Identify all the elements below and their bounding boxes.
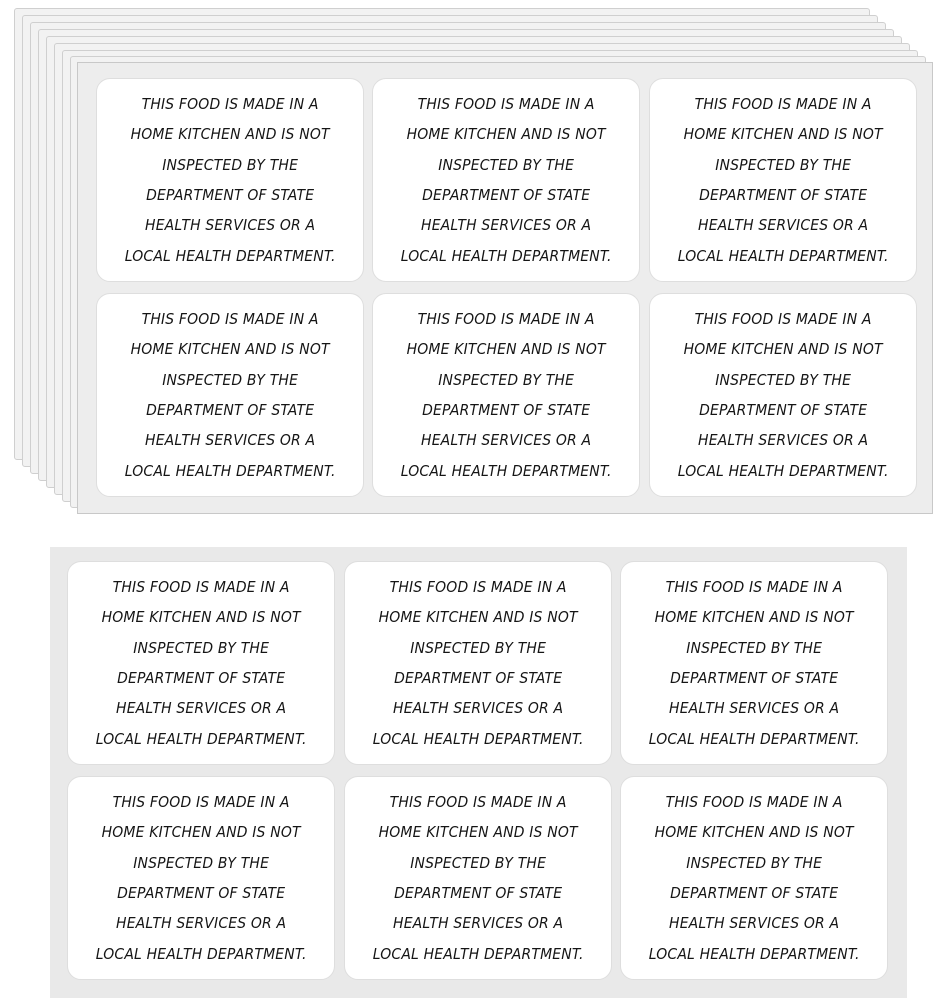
sticker-sheet-top (77, 62, 933, 514)
sticker-label-text: THIS FOOD IS MADE IN A HOME KITCHEN AND IS NOT INSPECTED BY THE DEPARTMENT OF STATE HEALTH SERVICES OR A LOCAL HEALTH DEPARTMENT. (677, 309, 889, 480)
sticker-label-text: THIS FOOD IS MADE IN A HOME KITCHEN AND IS NOT INSPECTED BY THE DEPARTMENT OF STATE HEALTH SERVICES OR A LOCAL HEALTH DEPARTMENT. (648, 792, 860, 963)
sticker-label (67, 561, 335, 765)
sticker-label-text: THIS FOOD IS MADE IN A HOME KITCHEN AND IS NOT INSPECTED BY THE DEPARTMENT OF STATE HEALTH SERVICES OR A LOCAL HEALTH DEPARTMENT. (648, 577, 860, 748)
sticker-label (96, 293, 364, 497)
sticker-label (67, 776, 335, 980)
sticker-label (344, 776, 612, 980)
sticker-label (649, 78, 917, 282)
sticker-label-text: THIS FOOD IS MADE IN A HOME KITCHEN AND IS NOT INSPECTED BY THE DEPARTMENT OF STATE HEALTH SERVICES OR A LOCAL HEALTH DEPARTMENT. (372, 577, 584, 748)
sticker-label (649, 293, 917, 497)
sticker-label (620, 561, 888, 765)
sticker-label (620, 776, 888, 980)
sticker-label (372, 78, 640, 282)
sticker-sheet-bottom (50, 547, 907, 998)
sticker-label-text: THIS FOOD IS MADE IN A HOME KITCHEN AND IS NOT INSPECTED BY THE DEPARTMENT OF STATE HEALTH SERVICES OR A LOCAL HEALTH DEPARTMENT. (95, 577, 307, 748)
sticker-label-text: THIS FOOD IS MADE IN A HOME KITCHEN AND IS NOT INSPECTED BY THE DEPARTMENT OF STATE HEALTH SERVICES OR A LOCAL HEALTH DEPARTMENT. (95, 792, 307, 963)
sticker-label-text: THIS FOOD IS MADE IN A HOME KITCHEN AND IS NOT INSPECTED BY THE DEPARTMENT OF STATE HEALTH SERVICES OR A LOCAL HEALTH DEPARTMENT. (400, 94, 612, 265)
sticker-label-text: THIS FOOD IS MADE IN A HOME KITCHEN AND IS NOT INSPECTED BY THE DEPARTMENT OF STATE HEALTH SERVICES OR A LOCAL HEALTH DEPARTMENT. (677, 94, 889, 265)
sticker-label (372, 293, 640, 497)
sticker-label-text: THIS FOOD IS MADE IN A HOME KITCHEN AND IS NOT INSPECTED BY THE DEPARTMENT OF STATE HEALTH SERVICES OR A LOCAL HEALTH DEPARTMENT. (124, 309, 336, 480)
sticker-label-text: THIS FOOD IS MADE IN A HOME KITCHEN AND IS NOT INSPECTED BY THE DEPARTMENT OF STATE HEALTH SERVICES OR A LOCAL HEALTH DEPARTMENT. (372, 792, 584, 963)
sticker-label (96, 78, 364, 282)
sticker-label (344, 561, 612, 765)
sticker-label-text: THIS FOOD IS MADE IN A HOME KITCHEN AND IS NOT INSPECTED BY THE DEPARTMENT OF STATE HEALTH SERVICES OR A LOCAL HEALTH DEPARTMENT. (400, 309, 612, 480)
sticker-label-text: THIS FOOD IS MADE IN A HOME KITCHEN AND IS NOT INSPECTED BY THE DEPARTMENT OF STATE HEALTH SERVICES OR A LOCAL HEALTH DEPARTMENT. (124, 94, 336, 265)
